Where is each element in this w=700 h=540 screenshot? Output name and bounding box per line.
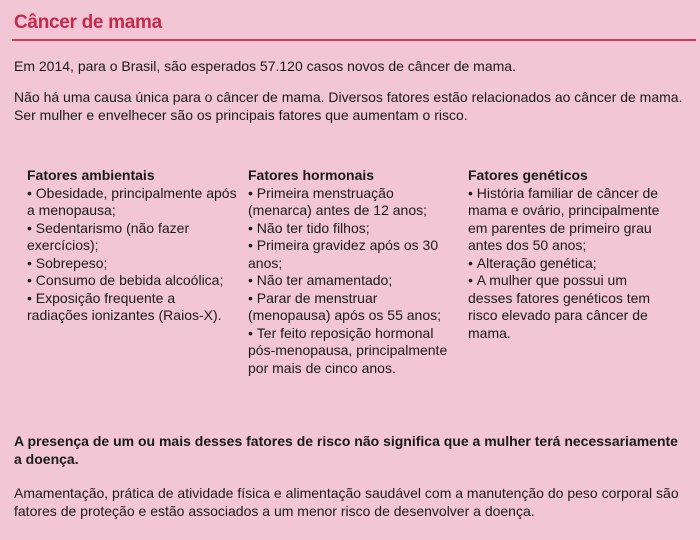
page-title: Câncer de mama: [14, 12, 162, 33]
list-item: • Não ter amamentado;: [248, 272, 453, 290]
list-item: • Sedentarismo (não fazer exercícios);: [27, 220, 239, 255]
list-item: • Exposição frequente a radiações ionizantes (Raios-X).: [27, 290, 239, 325]
genetic-factors-column: [468, 167, 673, 342]
list-item: • Primeira menstruação (menarca) antes de 12 anos;: [248, 185, 453, 220]
list-item: • Parar de menstruar (menopausa) após os 55 anos;: [248, 290, 453, 325]
hormonal-factors-column: [248, 167, 453, 377]
list-item: • A mulher que possui um desses fatores genéticos tem risco elevado para câncer de mama.: [468, 272, 673, 342]
environmental-factors-list: [27, 185, 239, 325]
list-item: • Consumo de bebida alcoólica;: [27, 272, 239, 290]
title-divider: [12, 39, 696, 41]
list-item: • Primeira gravidez após os 30 anos;: [248, 237, 453, 272]
list-item: • História familiar de câncer de mama e ovário, principalmente em parentes de primeiro grau antes dos 50 anos;: [468, 185, 673, 255]
hormonal-factors-heading: Fatores hormonais: [248, 167, 375, 183]
list-item: • Obesidade, principalmente após a menopausa;: [27, 185, 239, 220]
genetic-factors-heading: Fatores genéticos: [468, 167, 588, 183]
list-item: • Ter feito reposição hormonal pós-menopausa, principalmente por mais de cinco anos.: [248, 325, 453, 378]
risk-note: A presença de um ou mais desses fatores de risco não significa que a mulher terá necessariamente a doença.: [14, 433, 678, 467]
intro-paragraph: Em 2014, para o Brasil, são esperados 57.120 casos novos de câncer de mama.: [14, 58, 516, 74]
causes-paragraph: Não há uma causa única para o câncer de mama. Diversos fatores estão relacionados ao câncer de mama. Ser mulher e envelhecer são os principais fatores que aumentam o risco.: [14, 89, 683, 123]
protection-paragraph: Amamentação, prática de atividade física e alimentação saudável com a manutenção do peso corporal são fatores de proteção e estão associados a um menor risco de desenvolver a doença.: [14, 485, 679, 519]
environmental-factors-column: [27, 167, 239, 325]
list-item: • Não ter tido filhos;: [248, 220, 453, 238]
genetic-factors-list: [468, 185, 673, 343]
environmental-factors-heading: Fatores ambientais: [27, 167, 155, 183]
list-item: • Alteração genética;: [468, 255, 673, 273]
hormonal-factors-list: [248, 185, 453, 378]
list-item: • Sobrepeso;: [27, 255, 239, 273]
